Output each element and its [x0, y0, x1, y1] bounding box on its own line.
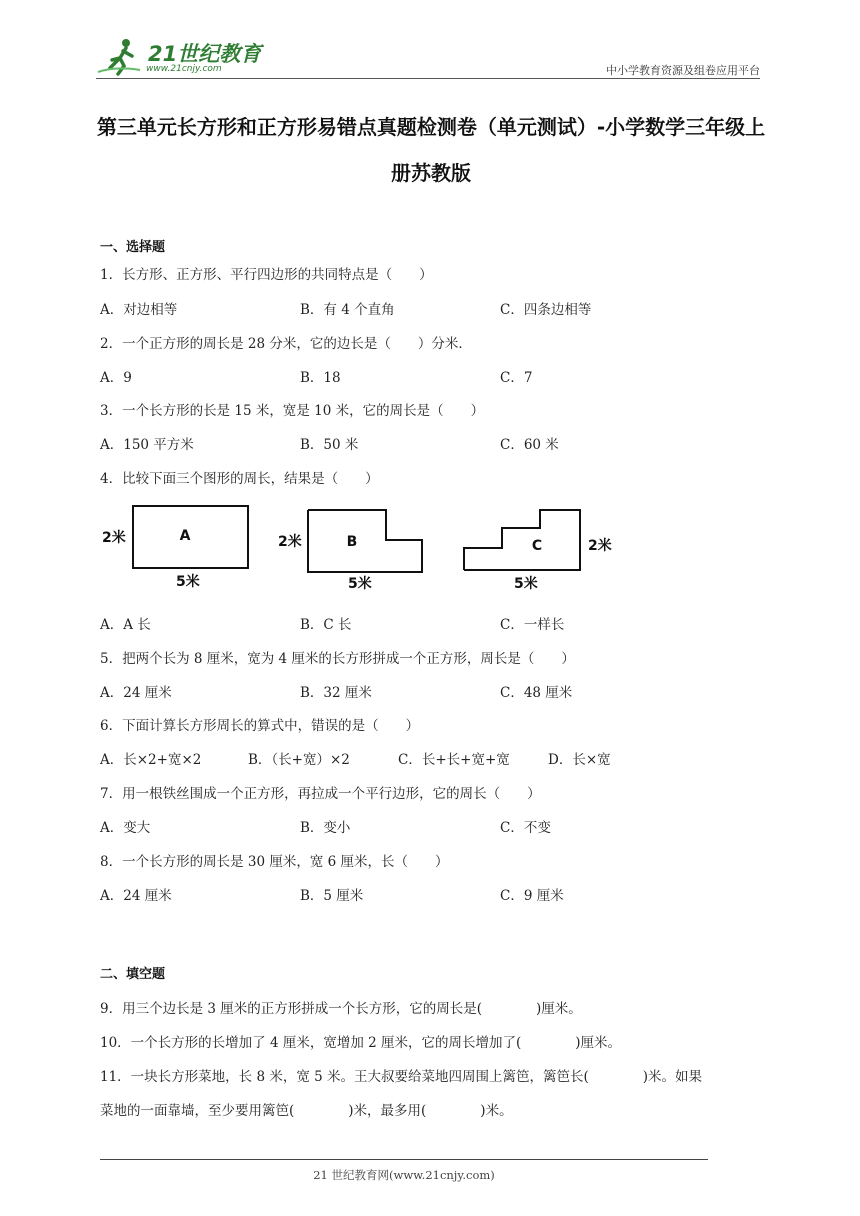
question-6: 6．下面计算长方形周长的算式中，错误的是（ ） — [100, 718, 420, 734]
running-figure-icon — [96, 36, 146, 76]
question-2: 2．一个正方形的周长是 28 分米，它的边长是（ ）分米． — [100, 336, 472, 352]
question-11-line-1: 11．一块长方形菜地，长 8 米，宽 5 米。王大叔要给菜地四周围上篱笆，篱笆长( )米。如果 — [100, 1069, 703, 1085]
q4-option-c: C．一样长 — [500, 617, 565, 633]
shape-c-label: C — [531, 538, 543, 554]
question-10: 10．一个长方形的长增加了 4 厘米，宽增加 2 厘米，它的周长增加了( )厘米。 — [100, 1035, 622, 1051]
site-logo — [96, 36, 266, 78]
page-footer: 21 世纪教育网(www.21cnjy.com) — [313, 1168, 495, 1182]
header-divider — [96, 78, 760, 79]
q8-option-b: B．5 厘米 — [300, 888, 364, 904]
section-heading-choice: 一、选择题 — [100, 240, 166, 255]
q1-option-b: B．有 4 个直角 — [300, 302, 395, 318]
q1-option-c: C．四条边相等 — [500, 302, 592, 318]
q7-option-b: B．变小 — [300, 820, 351, 836]
footer-divider — [100, 1159, 708, 1160]
q6-option-d: D．长×宽 — [548, 752, 611, 768]
q6-option-c: C．长+长+宽+宽 — [398, 752, 510, 768]
q1-option-a: A．对边相等 — [100, 302, 178, 318]
question-9: 9．用三个边长是 3 厘米的正方形拼成一个长方形，它的周长是( )厘米。 — [100, 1001, 582, 1017]
shape-a-label: A — [179, 528, 191, 544]
q6-option-b: B．（长+宽）×2 — [248, 752, 350, 768]
q4-option-a: A．A 长 — [100, 617, 151, 633]
q3-option-c: C．60 米 — [500, 437, 559, 453]
shape-c-width-label: 5米 — [514, 576, 538, 592]
q6-option-a: A．长×2+宽×2 — [100, 752, 202, 768]
q8-option-a: A．24 厘米 — [100, 888, 172, 904]
q2-option-a: A．9 — [100, 370, 132, 386]
shape-a-width-label: 5米 — [176, 574, 200, 590]
q5-option-a: A．24 厘米 — [100, 685, 172, 701]
q4-option-b: B．C 长 — [300, 617, 352, 633]
perimeter-figures — [100, 498, 620, 600]
header-tagline: 中小学教育资源及组卷应用平台 — [606, 64, 760, 77]
q2-option-c: C．7 — [500, 370, 533, 386]
question-3: 3．一个长方形的长是 15 米，宽是 10 米，它的周长是（ ） — [100, 403, 485, 419]
shape-a-height-label: 2米 — [102, 530, 126, 546]
q7-option-c: C．不变 — [500, 820, 551, 836]
section-heading-fill: 二、填空题 — [100, 967, 166, 982]
q5-option-c: C．48 厘米 — [500, 685, 573, 701]
q5-option-b: B．32 厘米 — [300, 685, 372, 701]
logo-url: www.21cnjy.com — [146, 64, 222, 74]
question-1: 1．长方形、正方形、平行四边形的共同特点是（ ） — [100, 267, 433, 283]
shape-b-label: B — [346, 534, 358, 550]
question-8: 8．一个长方形的周长是 30 厘米，宽 6 厘米，长（ ） — [100, 854, 449, 870]
shape-b-width-label: 5米 — [348, 576, 372, 592]
question-7: 7．用一根铁丝围成一个正方形，再拉成一个平行边形，它的周长（ ） — [100, 786, 541, 802]
shape-a — [133, 506, 248, 568]
q8-option-c: C．9 厘米 — [500, 888, 564, 904]
shape-c — [464, 510, 580, 570]
question-11-line-2: 菜地的一面靠墙，至少要用篱笆( )米，最多用( )米。 — [100, 1103, 513, 1119]
q3-option-a: A．150 平方米 — [100, 437, 194, 453]
logo-text: 21世纪教育 — [148, 42, 262, 66]
question-4: 4．比较下面三个图形的周长，结果是（ ） — [100, 471, 379, 487]
q2-option-b: B．18 — [300, 370, 341, 386]
q3-option-b: B．50 米 — [300, 437, 359, 453]
q7-option-a: A．变大 — [100, 820, 151, 836]
shape-b — [308, 510, 422, 572]
shape-b-height-label: 2米 — [278, 534, 302, 550]
shape-c-height-label: 2米 — [588, 538, 612, 554]
question-5: 5．把两个长为 8 厘米，宽为 4 厘米的长方形拼成一个正方形，周长是（ ） — [100, 651, 575, 667]
page-header — [96, 36, 760, 78]
page-title: 第三单元长方形和正方形易错点真题检测卷（单元测试）-小学数学三年级上册苏教版 — [96, 115, 766, 185]
